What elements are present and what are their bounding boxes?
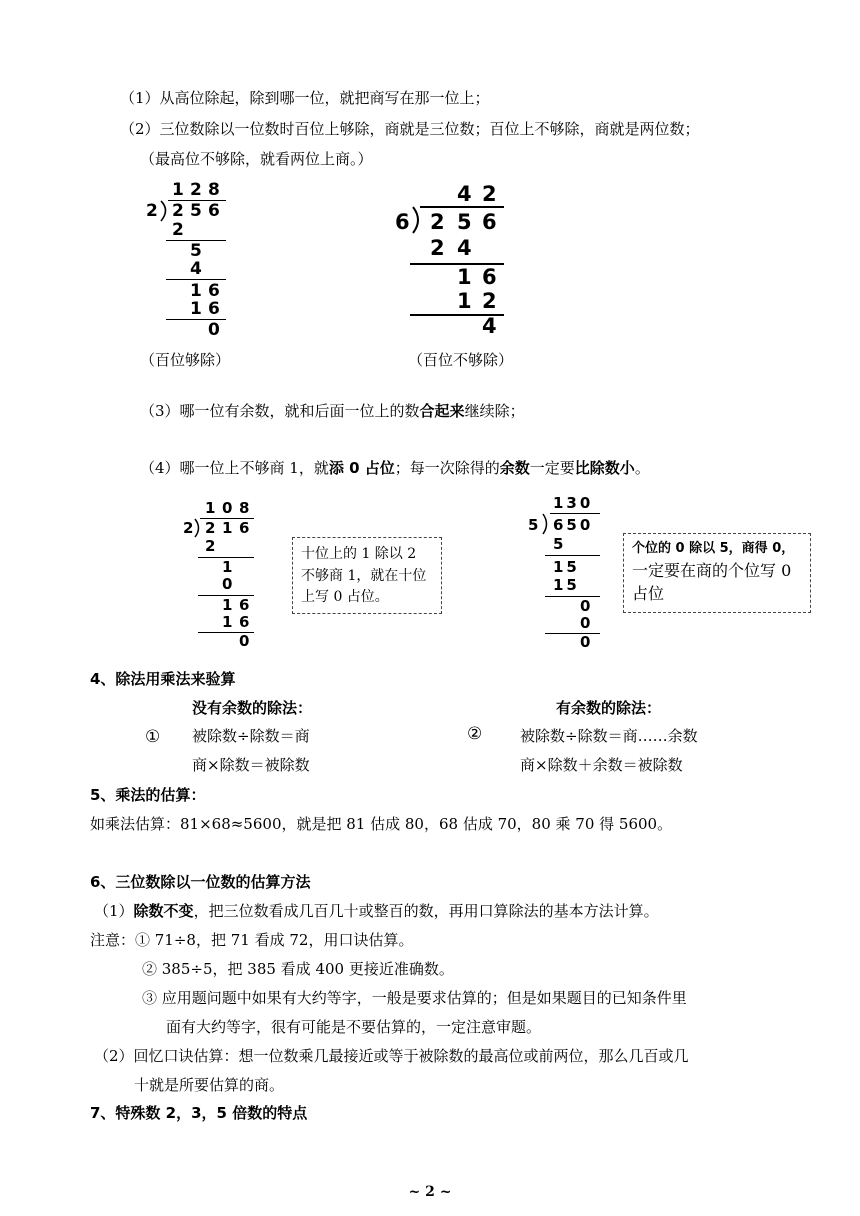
step-digit: 0 (208, 320, 220, 340)
dividend-digit: 6 (239, 519, 250, 537)
rule-4-text: ；每一次除得的 (394, 459, 500, 477)
step-digit: 0 (580, 633, 591, 651)
page-number: ~ 2 ~ (408, 1184, 452, 1200)
rule-2-note: （最高位不够除，就看两位上商。） (140, 150, 373, 168)
step-digit: 15 (553, 576, 580, 594)
formula-2b: 商×除数＋余数＝被除数 (520, 756, 683, 774)
divisor: 2 (183, 519, 194, 537)
dividend-digit: 6 (208, 201, 220, 221)
quotient-digit: 2 (190, 180, 202, 200)
step-digit: 2 (205, 537, 216, 555)
step-line (545, 633, 600, 634)
section-6-title: 6、三位数除以一位数的估算方法 (90, 873, 311, 891)
division-bracket (158, 200, 172, 222)
rule-4-text: 。 (634, 459, 650, 477)
quotient-digit: 1 (172, 180, 184, 200)
rule-3-text-end: 继续除； (464, 402, 525, 420)
divisor: 5 (528, 516, 539, 534)
step-digit: 1 (222, 613, 233, 631)
step-digit: 2 (482, 289, 497, 313)
step-digit: 2 (172, 220, 184, 240)
step-digit: 4 (190, 259, 202, 279)
step-digit: 0 (239, 632, 250, 650)
section-6-para-2b: 十就是所要估算的商。 (134, 1076, 285, 1094)
rule-3-emphasis: 合起来 (419, 402, 465, 420)
step-digit: 1 (190, 281, 202, 301)
rule-4-emphasis: 比除数小 (574, 459, 635, 477)
section-4-title: 4、除法用乘法来验算 (90, 670, 236, 688)
step-digit: 1 (457, 265, 472, 289)
note-3a: ③ 应用题问题中如果有大约等字，一般是要求估算的；但是如果题目的已知条件里 (142, 989, 687, 1007)
quotient-digit: 1 (205, 499, 216, 517)
note-box-left: 十位上的 1 除以 2 不够商 1，就在十位上写 0 占位。 (292, 537, 442, 614)
step-digit: 2 (430, 236, 445, 260)
section-6-para-1 (94, 902, 659, 920)
rule-4-emphasis: 添 0 占位 (328, 459, 395, 477)
step-digit: 6 (208, 281, 220, 301)
division-bar (550, 513, 600, 514)
formula-1a: 被除数÷除数＝商 (192, 727, 310, 745)
quotient-digit: 8 (239, 499, 250, 517)
dividend-digit: 2 (205, 519, 216, 537)
note-box-right (623, 533, 811, 613)
step-digit: 6 (208, 299, 220, 319)
section-5-title: 5、乘法的估算： (90, 786, 206, 804)
section-5-text: 如乘法估算：81×68≈5600，就是把 81 估成 80，68 估成 70，80 乘 70 得 5600。 (90, 815, 673, 833)
note-right-line-2: 一定要在商的个位写 0 占位 (632, 560, 792, 604)
step-digit: 1 (222, 596, 233, 614)
section-6-para-2a: （2）回忆口诀估算：想一位数乘几最接近或等于被除数的最高位或前两位，那么几百或几 (94, 1047, 689, 1065)
quotient-digit: 8 (208, 180, 220, 200)
dividend-digit: 5 (457, 210, 472, 234)
quotient-digit: 0 (222, 499, 233, 517)
step-digit: 0 (222, 575, 233, 593)
step-line (545, 596, 600, 597)
step-digit: 15 (553, 558, 580, 576)
step-digit: 1 (222, 558, 233, 576)
step-digit: 6 (239, 596, 250, 614)
para-1-text: ，把三位数看成几百几十或整百的数，再用口算除法的基本方法计算。 (193, 902, 659, 920)
dividend-digit: 2 (172, 201, 184, 221)
division-bracket (540, 513, 552, 535)
divisor: 2 (146, 201, 158, 221)
step-digit: 6 (482, 265, 497, 289)
step-digit: 1 (190, 299, 202, 319)
step-digit: 5 (190, 241, 202, 261)
dividend-digit: 2 (430, 210, 445, 234)
rule-4-emphasis: 余数 (499, 459, 530, 477)
note-1: 注意：① 71÷8，把 71 看成 72，用口诀估算。 (90, 931, 414, 949)
note-2: ② 385÷5，把 385 看成 400 更接近准确数。 (142, 960, 454, 978)
step-line (166, 279, 226, 280)
dividend-digit: 1 (222, 519, 233, 537)
step-digit: 6 (239, 613, 250, 631)
note-right-line-1: 个位的 0 除以 5，商得 0， (632, 541, 795, 556)
step-digit: 1 (457, 289, 472, 313)
para-1-emphasis: 除数不变 (133, 902, 194, 920)
circled-number-1: ① (145, 727, 161, 747)
quotient: 130 (553, 494, 594, 512)
quotient-digit: 4 (457, 182, 472, 206)
rule-3 (140, 402, 525, 420)
step-digit: 0 (580, 597, 591, 615)
step-digit: 4 (482, 314, 497, 338)
division-bar (420, 206, 504, 208)
dividend-digit: 6 (482, 210, 497, 234)
formula-1b: 商×除数＝被除数 (192, 756, 310, 774)
para-1-prefix: （1） (94, 902, 134, 920)
section-4-col1-head: 没有余数的除法： (192, 699, 313, 717)
rule-4 (140, 459, 650, 477)
step-line (545, 555, 600, 556)
rule-2: （2）三位数除以一位数时百位上够除，商就是三位数；百位上不够除，商就是两位数； (120, 120, 700, 138)
rule-4-text: 一定要 (529, 459, 575, 477)
rule-1: （1）从高位除起，除到哪一位，就把商写在那一位上； (120, 89, 490, 107)
dividend-digit: 5 (190, 201, 202, 221)
section-4-col2-head: 有余数的除法： (556, 699, 662, 717)
formula-2a: 被除数÷除数＝商……余数 (520, 727, 698, 745)
divisor: 6 (395, 210, 410, 234)
dividend: 650 (553, 516, 594, 534)
step-digit: 4 (457, 236, 472, 260)
rule-4-text: （4）哪一位上不够商 1，就 (140, 459, 329, 477)
circled-number-2: ② (467, 724, 483, 744)
step-digit: 0 (580, 614, 591, 632)
section-7-title: 7、特殊数 2，3，5 倍数的特点 (90, 1104, 308, 1122)
note-3b: 面有大约等字，很有可能是不要估算的，一定注意审题。 (166, 1018, 542, 1036)
quotient-digit: 2 (482, 182, 497, 206)
caption-left: （百位够除） (140, 351, 231, 369)
step-digit: 5 (553, 535, 564, 553)
division-bracket (192, 518, 204, 538)
rule-3-text: （3）哪一位有余数，就和后面一位上的数 (140, 402, 420, 420)
caption-right: （百位不够除） (408, 351, 514, 369)
division-bracket (410, 206, 424, 234)
